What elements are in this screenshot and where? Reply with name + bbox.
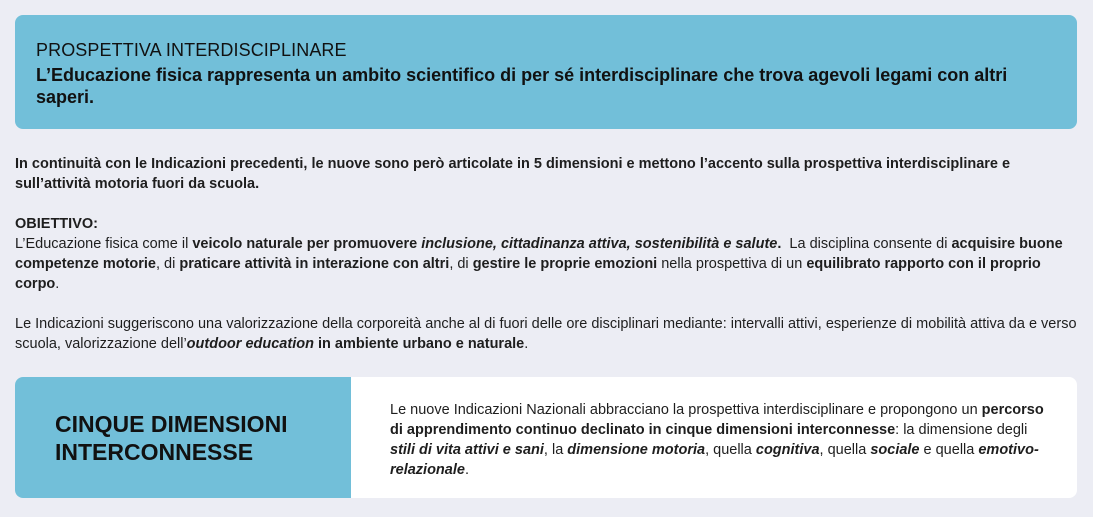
- bold-italic-run: sociale: [870, 442, 920, 458]
- dimensions-title: CINQUE DIMENSIONI INTERCONNESSE: [55, 411, 288, 465]
- text-run: nella prospettiva di un: [657, 256, 807, 272]
- bold-italic-run: cognitiva: [755, 442, 820, 458]
- text-run: , quella: [705, 442, 756, 458]
- objective-heading: OBIETTIVO:: [15, 216, 98, 232]
- bold-italic-run: dimensione motoria: [567, 442, 706, 458]
- dimensions-description: [390, 400, 1050, 480]
- text-run: : la dimensione degli: [895, 422, 1028, 438]
- text-run: .: [55, 276, 60, 292]
- text-run: , di: [449, 256, 473, 272]
- text-run: La disciplina consente di: [781, 236, 952, 252]
- text-run: , di: [156, 256, 180, 272]
- bold-italic-run: outdoor education: [186, 336, 314, 352]
- bold-run: equilibrato rapporto con il proprio corpo: [15, 256, 1041, 292]
- outdoor-paragraph: [15, 314, 1080, 354]
- bold-run: veicolo naturale per promuovere: [192, 236, 422, 252]
- text-run: .: [464, 462, 469, 478]
- bold-run: praticare attività in interazione con altri: [179, 256, 450, 272]
- intro-paragraph: In continuità con le Indicazioni precedenti, le nuove sono però articolate in 5 dimensioni e mettono l’accento sulla prospettiva interdisciplinare e sull’attività motoria fuori da scuola.: [15, 156, 1011, 192]
- text-run: e quella: [919, 442, 979, 458]
- header-title: L’Educazione fisica rappresenta un ambito scientifico di per sé interdisciplinare che trova agevoli legami con altri saperi.: [36, 65, 1008, 107]
- bold-run: acquisire buone competenze motorie: [15, 236, 1063, 272]
- header-label: PROSPETTIVA INTERDISCIPLINARE: [36, 40, 347, 60]
- text-run: Le Indicazioni suggeriscono una valorizzazione della corporeità anche al di fuori delle ore disciplinari mediante: intervalli attivi, esperienze di mobilità attiva da e verso scuola, valorizzazione dell’: [15, 316, 1077, 352]
- main-content: [15, 154, 1080, 354]
- dimensions-card: [15, 377, 1077, 498]
- dimensions-title-panel: [15, 377, 351, 498]
- text-run: Le nuove Indicazioni Nazionali abbracciano la prospettiva interdisciplinare e propongono un: [390, 402, 982, 418]
- text-run: , quella: [819, 442, 871, 458]
- bold-italic-run: inclusione, cittadinanza attiva, sostenibilità e salute: [421, 236, 778, 252]
- header-banner: [15, 15, 1077, 129]
- bold-italic-run: stili di vita attivi e sani: [390, 442, 544, 458]
- bold-run: percorso di apprendimento continuo declinato in cinque dimensioni interconnesse: [390, 402, 1044, 438]
- objective-paragraph: [15, 234, 1080, 294]
- text-run: , la: [543, 442, 568, 458]
- bold-run: in ambiente urbano e naturale: [313, 336, 525, 352]
- bold-italic-run: emotivo-relazionale: [390, 442, 1039, 478]
- bold-run: gestire le proprie emozioni: [472, 256, 658, 272]
- text-run: L’Educazione fisica come il: [15, 236, 193, 252]
- bold-run: .: [777, 236, 782, 252]
- text-run: .: [524, 336, 529, 352]
